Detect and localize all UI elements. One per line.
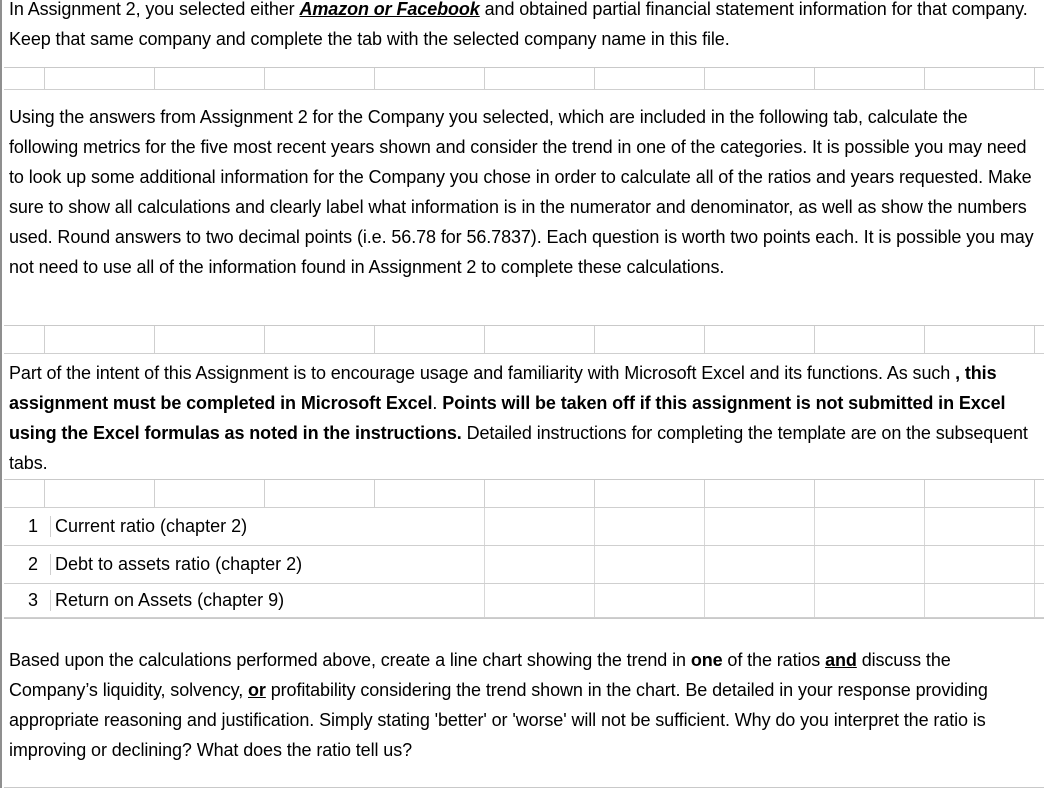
grid-cell[interactable] <box>814 546 815 583</box>
intro-text <box>9 0 1034 54</box>
grid-cell[interactable] <box>594 68 595 89</box>
grid-cell[interactable] <box>484 68 485 89</box>
ratio-row-3[interactable] <box>4 584 1044 618</box>
grid-cell[interactable] <box>924 584 925 617</box>
grid-cell[interactable] <box>704 546 705 583</box>
grid-cell[interactable] <box>154 68 155 89</box>
grid-row-empty-2[interactable] <box>4 326 1044 354</box>
grid-cell[interactable] <box>1034 68 1035 89</box>
grid-cell[interactable] <box>924 546 925 583</box>
grid-cell[interactable] <box>1034 584 1035 617</box>
grid-cell[interactable] <box>484 480 485 507</box>
grid-cell[interactable] <box>814 68 815 89</box>
grid-cell[interactable] <box>44 326 45 353</box>
grid-cell[interactable] <box>1034 480 1035 507</box>
excel-note-part1: Part of the intent of this Assignment is to encourage usage and familiarity with Microsoft Excel and its functions. As such <box>9 363 956 383</box>
grid-cell[interactable] <box>1034 508 1035 545</box>
grid-cell[interactable] <box>374 480 375 507</box>
ratio-number: 2 <box>28 554 39 574</box>
grid-cell[interactable] <box>154 326 155 353</box>
grid-cell[interactable] <box>44 480 45 507</box>
grid-cell[interactable] <box>374 326 375 353</box>
chart-task-part3: discuss the Company’s liquidity, solvency, <box>9 650 951 700</box>
ratio-label: Debt to assets ratio (chapter 2) <box>50 554 302 575</box>
intro-cell[interactable] <box>4 0 1044 68</box>
grid-cell[interactable] <box>704 508 705 545</box>
grid-cell[interactable] <box>814 326 815 353</box>
grid-cell[interactable] <box>374 68 375 89</box>
grid-cell[interactable] <box>814 480 815 507</box>
grid-cell[interactable] <box>924 68 925 89</box>
chart-task-text <box>9 645 1034 765</box>
ratio-number: 1 <box>28 516 39 536</box>
grid-cell[interactable] <box>264 480 265 507</box>
grid-cell[interactable] <box>484 508 485 545</box>
left-edge-line <box>0 0 2 788</box>
grid-cell[interactable] <box>924 508 925 545</box>
grid-cell[interactable] <box>44 68 45 89</box>
ratio-label: Return on Assets (chapter 9) <box>50 590 284 611</box>
intro-text-part2: and obtained partial financial statement information for that company. Keep that same company and complete the tab with the selected company name in this file. <box>9 0 1028 49</box>
grid-cell[interactable] <box>484 584 485 617</box>
grid-cell[interactable] <box>594 546 595 583</box>
grid-cell[interactable] <box>704 480 705 507</box>
grid-cell[interactable] <box>814 508 815 545</box>
ratio-number: 3 <box>28 590 39 610</box>
excel-note-part3: Detailed instructions for completing the template are on the subsequent tabs. <box>9 423 1028 473</box>
ratio-label: Current ratio (chapter 2) <box>50 516 247 537</box>
grid-cell[interactable] <box>594 584 595 617</box>
chart-task-part1: Based upon the calculations performed above, create a line chart showing the trend in <box>9 650 691 670</box>
excel-note-bold1: , this assignment must be completed in Microsoft Excel <box>9 363 997 413</box>
chart-task-or: or <box>248 680 266 700</box>
grid-cell[interactable] <box>924 326 925 353</box>
excel-note-bold2: Points will be taken off if this assignment is not submitted in Excel using the Excel formulas as noted in the instructions. <box>9 393 1006 443</box>
grid-cell[interactable] <box>594 326 595 353</box>
grid-cell[interactable] <box>924 480 925 507</box>
instructions-text: Using the answers from Assignment 2 for the Company you selected, which are included in the following tab, calculate the following metrics for the five most recent years shown and consider the trend in one of the categories. It is possible you may need to look up some additional information for the Company you chose in order to calculate all of the ratios and years requested. Make sure to show all calculations and clearly label what information is in the numerator and denominator, as well as show the numbers used. Round answers to two decimal points (i.e. 56.78 for 56.7837). Each question is worth two points each. It is possible you may not need to use all of the information found in Assignment 2 to complete these calculations. <box>9 107 1034 277</box>
grid-cell[interactable] <box>704 68 705 89</box>
excel-note-part2: . <box>432 393 443 413</box>
chart-task-part2: of the ratios <box>722 650 826 670</box>
chart-task-one: one <box>690 650 723 670</box>
intro-text-part1: In Assignment 2, you selected either <box>9 0 300 19</box>
ratio-row-1[interactable] <box>4 508 1044 546</box>
grid-cell[interactable] <box>594 508 595 545</box>
grid-cell[interactable] <box>704 326 705 353</box>
ratio-row-2[interactable] <box>4 546 1044 584</box>
grid-cell[interactable] <box>1034 326 1035 353</box>
grid-cell[interactable] <box>484 546 485 583</box>
grid-row-empty-3[interactable] <box>4 480 1044 508</box>
grid-cell[interactable] <box>594 480 595 507</box>
company-choice: Amazon or Facebook <box>299 0 480 19</box>
instructions-cell[interactable] <box>4 90 1044 326</box>
grid-cell[interactable] <box>814 584 815 617</box>
grid-cell[interactable] <box>484 326 485 353</box>
chart-task-cell[interactable] <box>4 618 1044 788</box>
chart-task-part4: profitability considering the trend shown in the chart. Be detailed in your response providing appropriate reasoning and justification. Simply stating 'better' or 'worse' will not be sufficient. Why do you interpret the ratio is improving or declining? What does the ratio tell us? <box>9 680 988 760</box>
grid-cell[interactable] <box>704 584 705 617</box>
chart-task-and: and <box>825 650 857 670</box>
grid-cell[interactable] <box>1034 546 1035 583</box>
excel-note-cell[interactable] <box>4 354 1044 480</box>
excel-note-text <box>9 358 1034 478</box>
grid-cell[interactable] <box>154 480 155 507</box>
grid-cell[interactable] <box>264 326 265 353</box>
grid-cell[interactable] <box>264 68 265 89</box>
grid-row-empty-1[interactable] <box>4 68 1044 90</box>
